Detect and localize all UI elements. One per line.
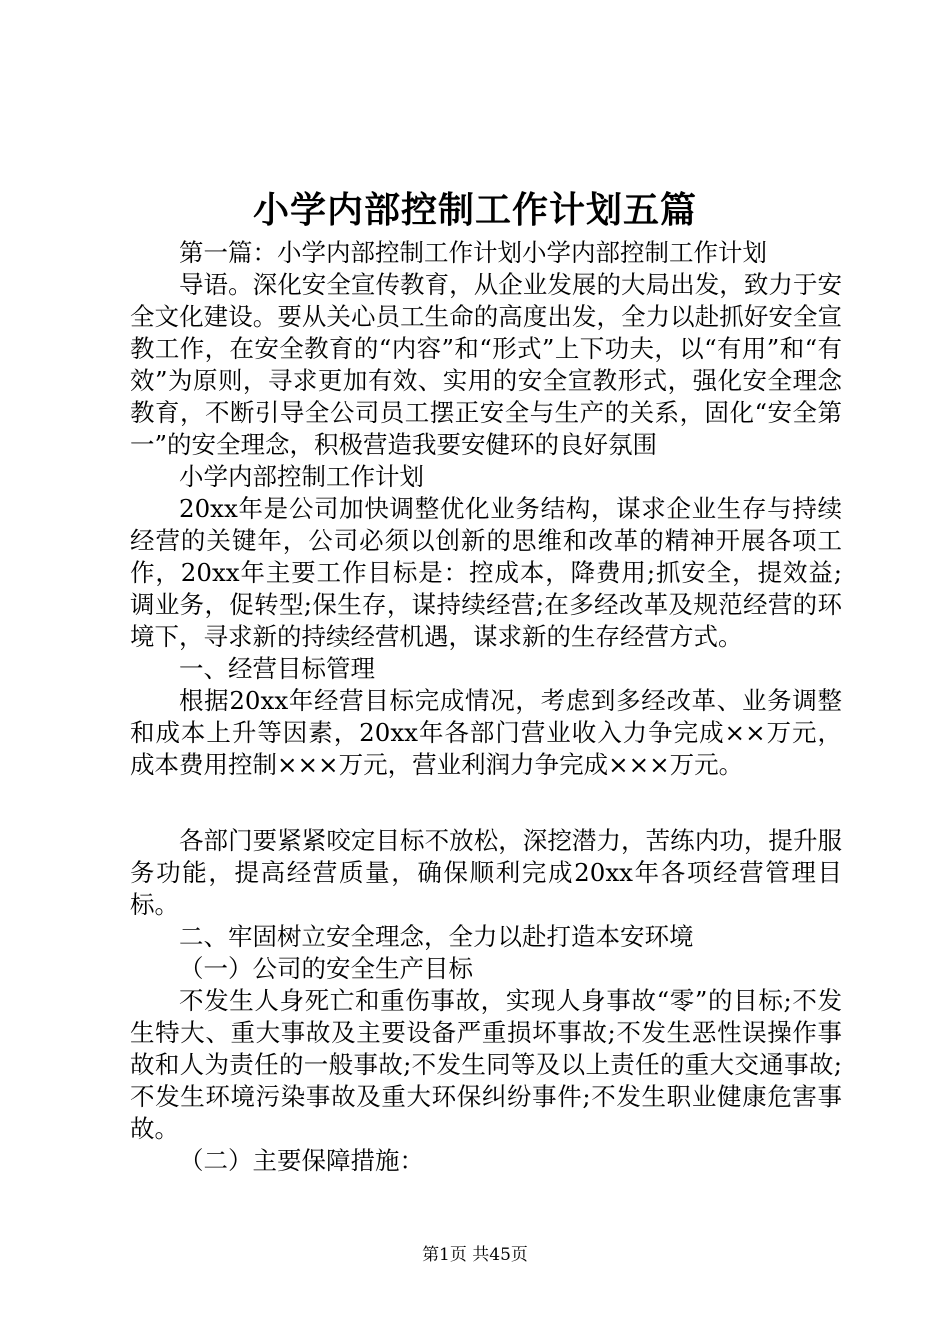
- section-heading-business-goals: 一、经营目标管理: [179, 654, 375, 683]
- paragraph-business-targets: 根据20xx年经营目标完成情况，考虑到多经改革、业务调整和成本上升等因素，20xx年各部门营业收入力争完成××万元，成本费用控制×××万元，营业利润力争完成×××万元。: [130, 686, 842, 779]
- page-number-footer: 第1页 共45页: [422, 1245, 528, 1265]
- section-heading-safety: 二、牢固树立安全理念，全力以赴打造本安环境: [179, 922, 694, 951]
- subsection-heading-safety-goals: （一）公司的安全生产目标: [179, 954, 473, 983]
- paragraph-plan-heading: 小学内部控制工作计划: [179, 462, 424, 491]
- paragraph-spacer: [130, 781, 842, 825]
- paragraph-safety-goals: 不发生人身死亡和重伤事故，实现人身事故“零”的目标;不发生特大、重大事故及主要设备严重损坏事故;不发生恶性误操作事故和人为责任的一般事故;不发生同等及以上责任的重大交通事故;不发生环境污染事故及重大环保纠纷事件;不发生职业健康危害事故。: [130, 986, 842, 1143]
- paragraph-part-heading: 第一篇：小学内部控制工作计划小学内部控制工作计划: [179, 238, 767, 267]
- paragraph-annual-overview: 20xx年是公司加快调整优化业务结构，谋求企业生存与持续经营的关键年，公司必须以创新的思维和改革的精神开展各项工作，20xx年主要工作目标是：控成本，降费用;抓安全，提效益;调业务，促转型;保生存，谋持续经营;在多经改革及规范经营的环境下，寻求新的持续经营机遇，谋求新的生存经营方式。: [130, 494, 842, 651]
- paragraph-introduction: 导语。深化安全宣传教育，从企业发展的大局出发，致力于安全文化建设。要从关心员工生命的高度出发，全力以赴抓好安全宣教工作，在安全教育的“内容”和“形式”上下功夫，以“有用”和“有效”为原则，寻求更加有效、实用的安全宣教形式，强化安全理念教育，不断引导全公司员工摆正安全与生产的关系，固化“安全第一”的安全理念，积极营造我要安健环的良好氛围: [130, 270, 842, 459]
- document-title: 小学内部控制工作计划五篇: [252, 189, 697, 231]
- paragraph-department-requirements: 各部门要紧紧咬定目标不放松，深挖潜力，苦练内功，提升服务功能，提高经营质量，确保顺利完成20xx年各项经营管理目标。: [130, 826, 842, 919]
- subsection-heading-safeguards: （二）主要保障措施：: [179, 1146, 424, 1175]
- document-body: [130, 237, 842, 1177]
